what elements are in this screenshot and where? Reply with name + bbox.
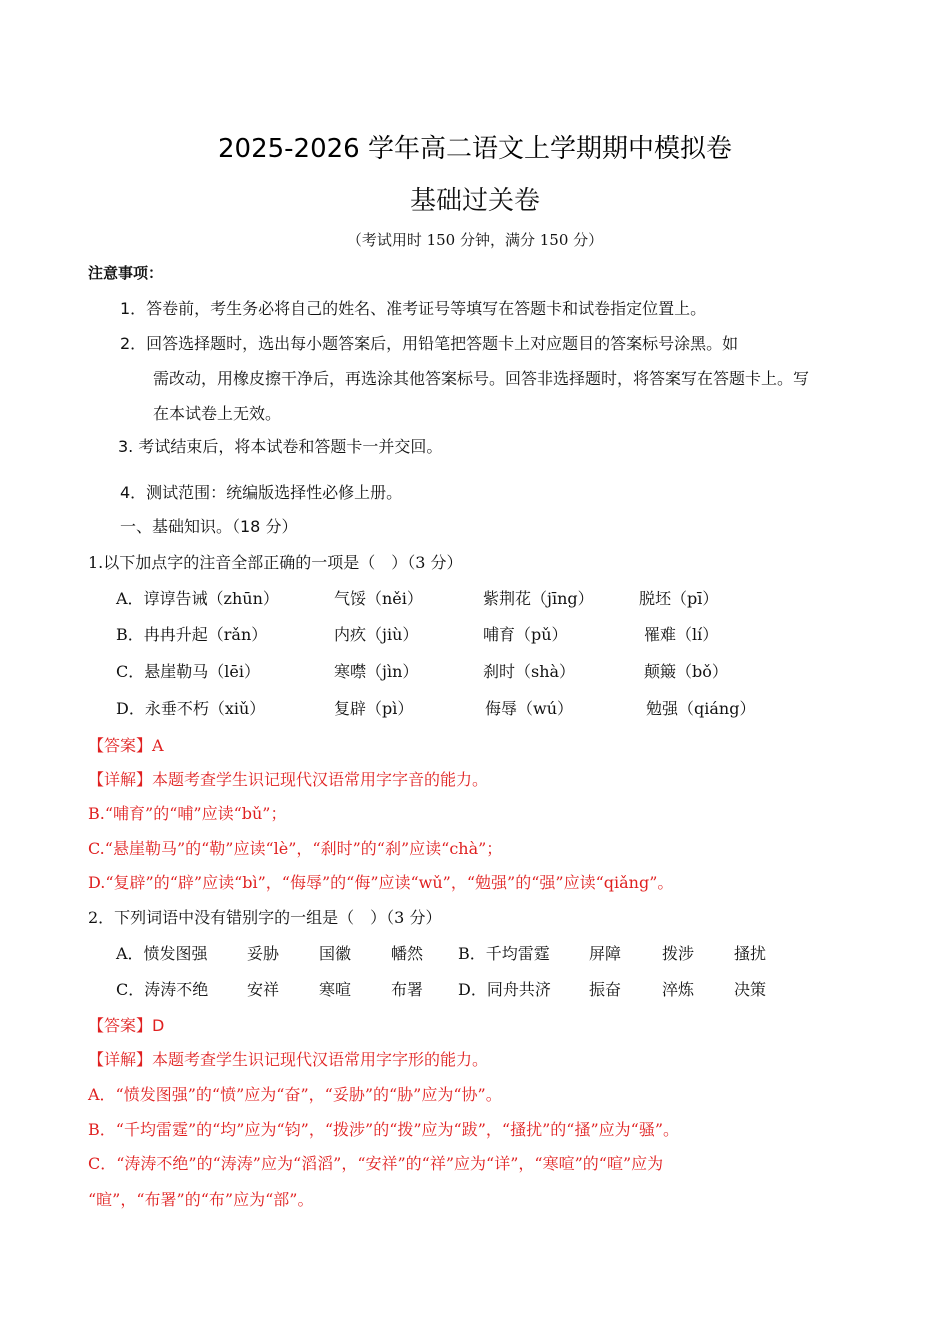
notice-item-3: 3. 考试结束后，将本试卷和答题卡一并交回。	[118, 437, 443, 456]
q1-option-b-word2: 内疚（jiù）	[334, 625, 419, 644]
q1-option-a-word4: 脱坯（pī）	[639, 589, 719, 608]
q1-option-d-word2: 复辟（pì）	[334, 699, 414, 718]
exam-time-info: （考试用时 150 分钟，满分 150 分）	[346, 231, 604, 249]
q2-answer: 【答案】D	[88, 1016, 165, 1035]
q1-option-c-word4: 颠簸（bǒ）	[644, 662, 728, 681]
q1-option-a-word2: 气馁（něi）	[334, 589, 423, 608]
notice-item-2-cont: 需改动，用橡皮擦干净后，再选涂其他答案标号。回答非选择题时，将答案写在答题卡上。写	[153, 369, 810, 388]
q1-option-a-word1: A．谆谆告诫（zhūn）	[116, 589, 279, 608]
q2-option-c-word2: 安祥	[247, 980, 280, 999]
q2-explanation-a: A．“愤发图强”的“愤”应为“奋”，“妥胁”的“胁”应为“协”。	[88, 1085, 502, 1104]
q2-explanation-b: B．“千均雷霆”的“均”应为“钧”，“拨涉”的“拨”应为“跋”，“搔扰”的“搔”应为“骚”。	[88, 1120, 679, 1139]
notice-heading: 注意事项：	[88, 264, 164, 282]
q1-explanation-c: C.“悬崖勒马”的“勒”应读“lè”，“刹时”的“刹”应读“chà”；	[88, 839, 503, 858]
q2-option-b-word2: 屏障	[589, 944, 622, 963]
q2-explanation-c-cont: “暄”，“布署”的“布”应为“部”。	[88, 1190, 314, 1209]
q1-option-a-word3: 紫荆花（jīng）	[483, 589, 594, 608]
q1-option-d-word4: 勉强（qiáng）	[646, 699, 756, 718]
q1-option-d-word1: D．永垂不朽（xiǔ）	[116, 699, 266, 718]
q2-option-b-word1: B．千均雷霆	[458, 944, 550, 963]
q1-option-b-word3: 哺育（pǔ）	[483, 625, 568, 644]
q1-option-d-word3: 侮辱（wú）	[485, 699, 574, 718]
q2-option-a-word2: 妥胁	[247, 944, 280, 963]
q1-explanation-d: D.“复辟”的“辟”应读“bì”，“侮辱”的“侮”应读“wǔ”，“勉强”的“强”应读“qiǎng”。	[88, 873, 674, 892]
q2-option-c-word3: 寒喧	[319, 980, 352, 999]
q2-explanation-c: C．“涛涛不绝”的“涛涛”应为“滔滔”，“安祥”的“祥”应为“详”，“寒喧”的“喧”应为	[88, 1154, 664, 1173]
q2-explanation-intro: 【详解】本题考查学生识记现代汉语常用字字形的能力。	[88, 1050, 489, 1069]
page-subtitle: 基础过关卷	[409, 186, 540, 216]
notice-item-2: 2．回答选择题时，选出每小题答案后，用铅笔把答题卡上对应题目的答案标号涂黑。如	[120, 334, 739, 353]
notice-item-1: 1．答卷前，考生务必将自己的姓名、准考证号等填写在答题卡和试卷指定位置上。	[120, 299, 707, 318]
q2-option-d-word1: D．同舟共济	[458, 980, 551, 999]
notice-item-2-end: 在本试卷上无效。	[153, 404, 282, 423]
q2-option-d-word4: 决策	[734, 980, 767, 999]
q1-answer: 【答案】A	[88, 736, 164, 755]
q1-option-c-word1: C．悬崖勒马（lēi）	[116, 662, 260, 681]
q2-option-a-word1: A．愤发图强	[116, 944, 208, 963]
q1-option-c-word2: 寒噤（jìn）	[334, 662, 419, 681]
page-title: 2025-2026 学年高二语文上学期期中模拟卷	[218, 134, 732, 164]
q1-explanation-b: B.“哺育”的“哺”应读“bǔ”；	[88, 804, 287, 823]
q1-option-c-word3: 刹时（shà）	[483, 662, 576, 681]
q2-option-d-word3: 淬炼	[662, 980, 695, 999]
notice-item-4: 4．测试范围：统编版选择性必修上册。	[120, 483, 403, 502]
q2-option-a-word4: 幡然	[391, 944, 424, 963]
q2-option-a-word3: 国徽	[319, 944, 352, 963]
q2-option-d-word2: 振奋	[589, 980, 622, 999]
question-1-stem: 1.以下加点字的注音全部正确的一项是（ ）（3 分）	[88, 553, 463, 572]
q2-option-b-word3: 拨涉	[662, 944, 695, 963]
question-2-stem: 2．下列词语中没有错别字的一组是（ ）（3 分）	[88, 908, 442, 927]
section-heading: 一、基础知识。（18 分）	[120, 517, 298, 536]
q1-option-b-word4: 罹难（lí）	[644, 625, 719, 644]
q1-option-b-word1: B．冉冉升起（rǎn）	[116, 625, 268, 644]
q1-explanation-intro: 【详解】本题考查学生识记现代汉语常用字字音的能力。	[88, 770, 489, 789]
q2-option-b-word4: 搔扰	[734, 944, 767, 963]
q2-option-c-word1: C．涛涛不绝	[116, 980, 209, 999]
q2-option-c-word4: 布署	[391, 980, 424, 999]
